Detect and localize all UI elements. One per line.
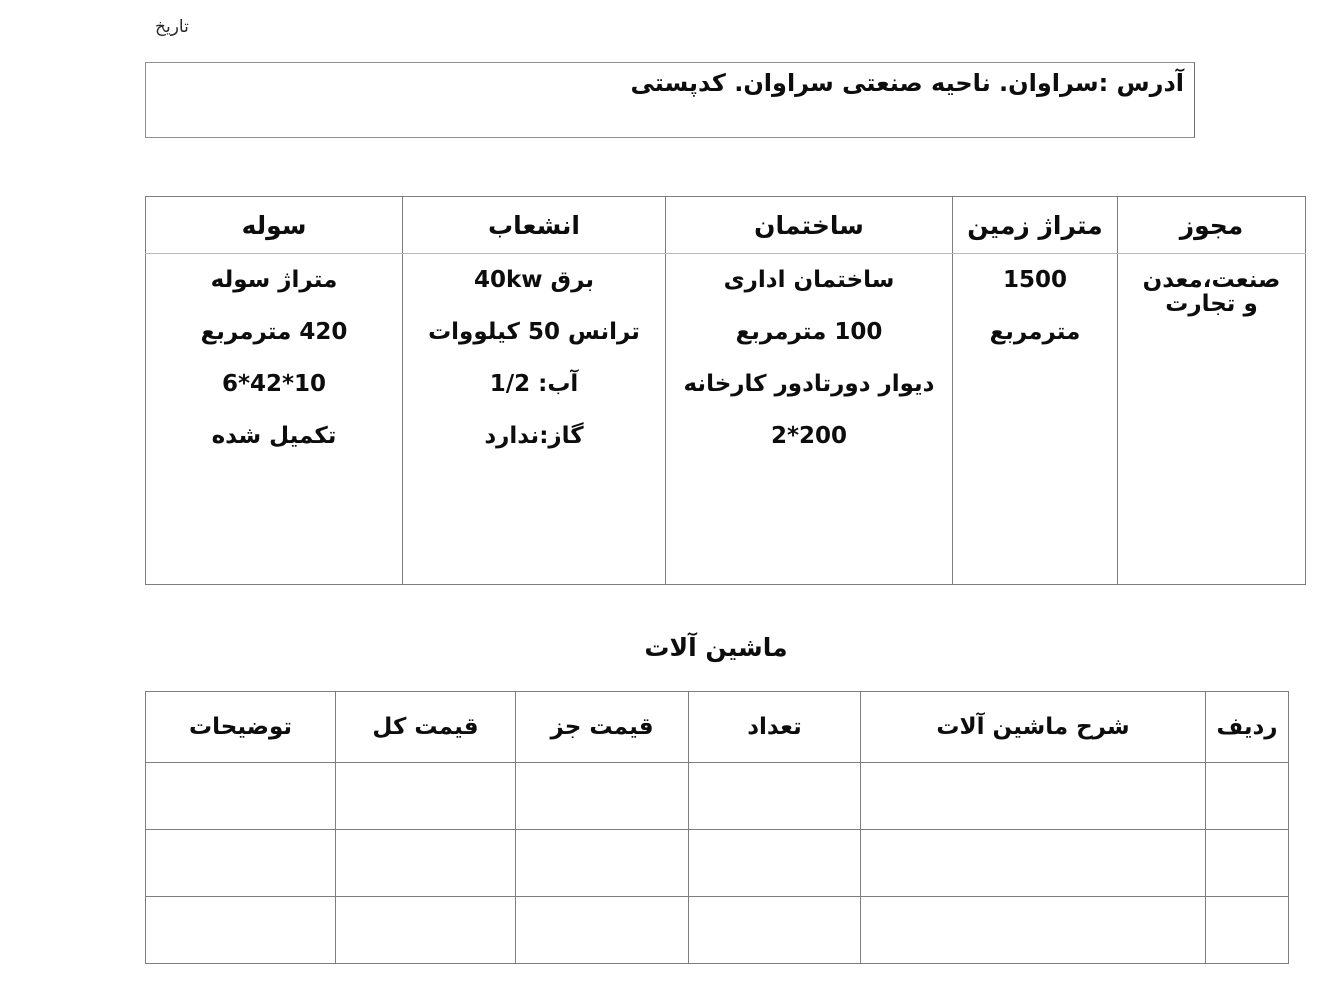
specs-header-land-area: متراژ زمین	[953, 197, 1118, 254]
specs-building-line-4: 200*2	[770, 423, 848, 450]
specs-header-row	[146, 197, 1306, 254]
specs-warehouse-line-2: 420 مترمربع	[200, 319, 348, 346]
specs-utilities-line-4: گاز:ندارد	[484, 423, 584, 450]
machinery-cell-total-price[interactable]	[336, 763, 516, 830]
machinery-cell-notes[interactable]	[146, 897, 336, 964]
specs-permit-line-1: صنعت،معدن و تجارت	[1142, 267, 1281, 318]
specs-utilities-line-1: برق 40kw	[473, 267, 595, 293]
specs-table	[145, 196, 1306, 585]
machinery-table	[145, 691, 1289, 964]
machinery-cell-unit-price[interactable]	[516, 897, 689, 964]
specs-building-line-1: ساختمان اداری	[723, 267, 895, 293]
machinery-header-description: شرح ماشین آلات	[861, 692, 1206, 763]
specs-value-utilities	[403, 254, 666, 585]
specs-land-line-2: مترمربع	[989, 319, 1081, 346]
machinery-cell-quantity[interactable]	[689, 763, 861, 830]
machinery-cell-total-price[interactable]	[336, 830, 516, 897]
machinery-header-notes: توضیحات	[146, 692, 336, 763]
table-row	[146, 830, 1289, 897]
machinery-header-row	[146, 692, 1289, 763]
specs-utilities-line-2: ترانس 50 کیلووات	[428, 319, 640, 346]
machinery-cell-unit-price[interactable]	[516, 830, 689, 897]
machinery-cell-row-no[interactable]	[1206, 897, 1289, 964]
machinery-section-title	[0, 633, 1342, 662]
date-label: تاریخ	[155, 17, 189, 37]
specs-building-line-2: 100 مترمربع	[735, 319, 883, 346]
machinery-cell-notes[interactable]	[146, 763, 336, 830]
machinery-cell-total-price[interactable]	[336, 897, 516, 964]
specs-value-row	[146, 254, 1306, 585]
table-row	[146, 897, 1289, 964]
specs-building-line-3: دیوار دورتادور کارخانه	[683, 371, 935, 398]
machinery-cell-quantity[interactable]	[689, 897, 861, 964]
machinery-cell-description[interactable]	[861, 763, 1206, 830]
specs-warehouse-line-3: 10*42*6	[221, 371, 327, 398]
table-row	[146, 763, 1289, 830]
specs-value-permit	[1118, 254, 1306, 585]
specs-header-utilities: انشعاب	[403, 197, 666, 254]
machinery-cell-row-no[interactable]	[1206, 763, 1289, 830]
machinery-header-row-no: ردیف	[1206, 692, 1289, 763]
address-box	[145, 62, 1195, 138]
specs-value-warehouse	[146, 254, 403, 585]
specs-value-land-area	[953, 254, 1118, 585]
machinery-cell-quantity[interactable]	[689, 830, 861, 897]
machinery-cell-row-no[interactable]	[1206, 830, 1289, 897]
address-text: آدرس :سراوان. ناحیه صنعتی سراوان. کدپستی	[630, 69, 1184, 97]
specs-value-building	[666, 254, 953, 585]
specs-header-permit: مجوز	[1118, 197, 1306, 254]
machinery-cell-notes[interactable]	[146, 830, 336, 897]
machinery-cell-description[interactable]	[861, 897, 1206, 964]
machinery-section-title-text: ماشین آلات	[644, 633, 788, 662]
specs-header-warehouse: سوله	[146, 197, 403, 254]
machinery-cell-description[interactable]	[861, 830, 1206, 897]
machinery-header-quantity: تعداد	[689, 692, 861, 763]
specs-header-building: ساختمان	[666, 197, 953, 254]
machinery-header-total-price: قیمت کل	[336, 692, 516, 763]
specs-land-line-1: 1500	[1002, 267, 1067, 293]
machinery-cell-unit-price[interactable]	[516, 763, 689, 830]
machinery-header-unit-price: قیمت جز	[516, 692, 689, 763]
specs-utilities-line-3: آب: 1/2	[489, 371, 579, 398]
specs-warehouse-line-1: متراژ سوله	[210, 267, 338, 293]
specs-warehouse-line-4: تکمیل شده	[211, 423, 337, 450]
